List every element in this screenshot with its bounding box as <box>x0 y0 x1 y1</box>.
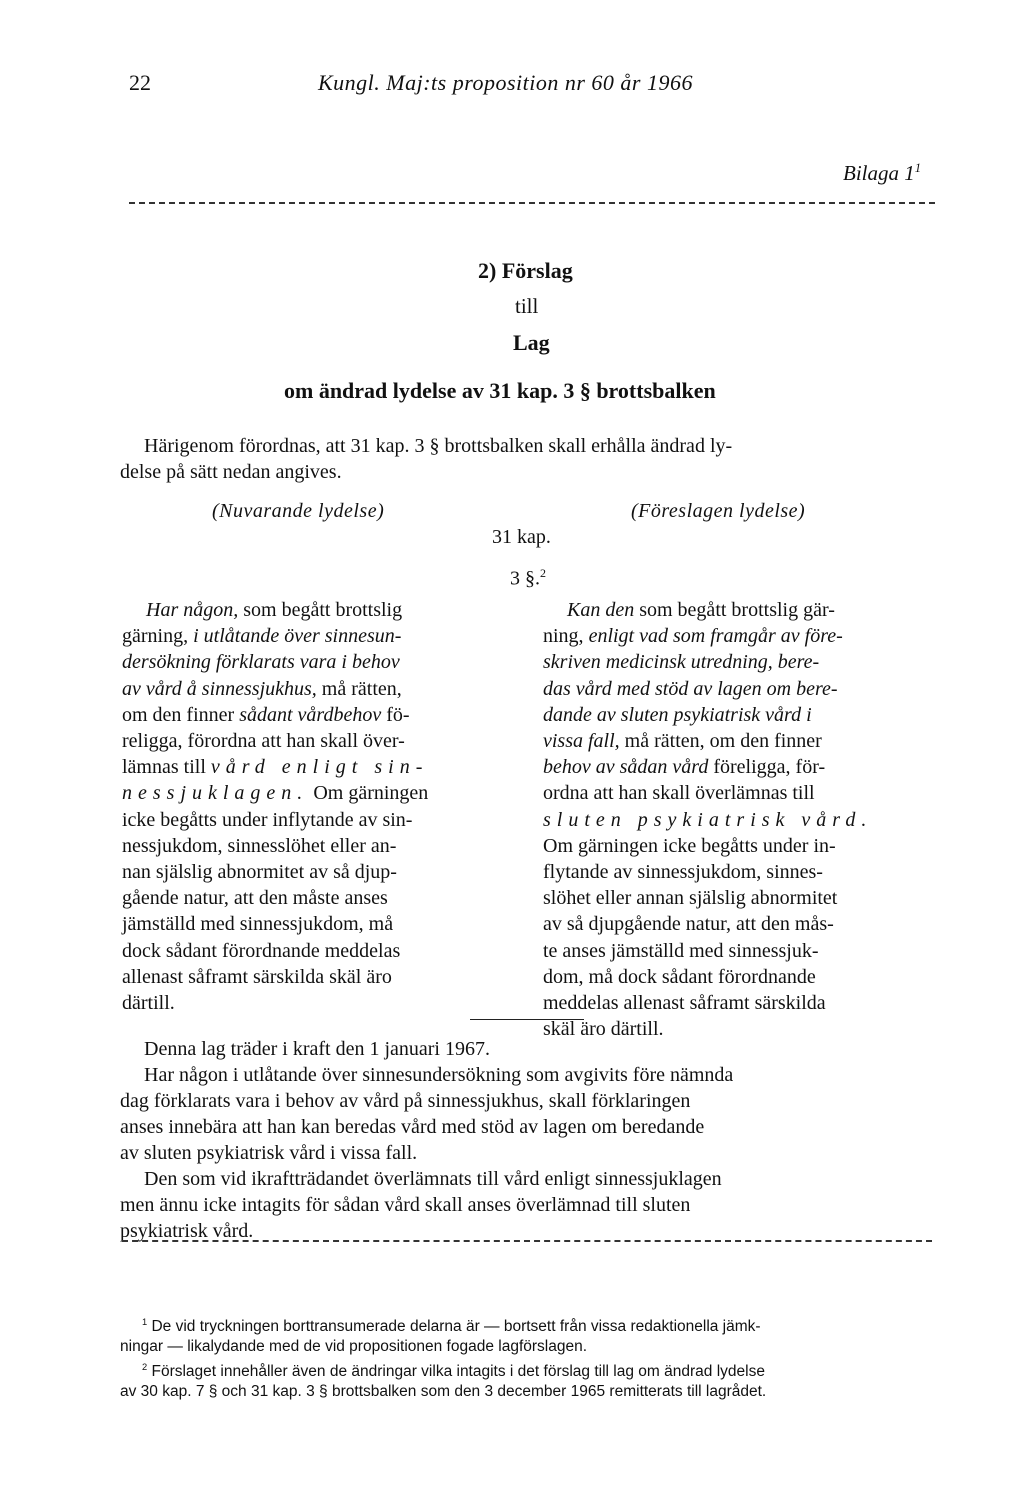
section-text: 3 §. <box>510 567 540 590</box>
right-line: behov av sådan vård föreligga, för- <box>543 756 826 779</box>
right-line: das vård med stöd av lagen om bere- <box>543 677 838 700</box>
footnote-dashed-rule <box>122 1240 932 1242</box>
right-line: av så djupgående natur, att den mås- <box>543 913 834 936</box>
footnote-2: $^2$ Förslaget innehåller även de ändringar vilka intagits i det förslag till lag om ändrad lydelse <box>142 1362 765 1381</box>
left-line: gående natur, att den måste anses <box>122 887 388 910</box>
page-number: 22 <box>129 70 151 95</box>
closing-line: av sluten psykiatrisk vård i vissa fall. <box>120 1142 418 1164</box>
left-line: allenast såframt särskilda skäl äro <box>122 965 392 988</box>
left-line: nessjukdom, sinnesslöhet eller an- <box>122 834 397 857</box>
left-line: nessjuklagen. Om gärningen <box>122 782 429 805</box>
right-line: skäl äro därtill. <box>543 1018 664 1041</box>
left-line: jämställd med sinnessjukdom, må <box>122 913 394 936</box>
right-line: Om gärningen icke begåtts under in- <box>543 834 836 857</box>
left-line: dock sådant förordnande meddelas <box>122 939 401 962</box>
closing-line: dag förklarats vara i behov av vård på sinnessjukhus, skall förklaringen <box>120 1090 691 1112</box>
left-line: religga, förordna att han skall över- <box>122 730 405 753</box>
right-line: ning, enligt vad som framgår av före- <box>543 625 843 648</box>
closing-line: Denna lag träder i kraft den 1 januari 1967. <box>144 1038 490 1060</box>
left-line: Har någon, som begått brottslig <box>146 599 403 621</box>
left-line: om den finner sådant vårdbehov fö- <box>122 703 410 726</box>
right-line: slöhet eller annan själslig abnormitet <box>543 887 838 910</box>
right-line: dande av sluten psykiatrisk vård i <box>543 703 812 726</box>
closing-line: men ännu icke intagits för sådan vård skall anses överlämnad till sluten <box>120 1194 691 1216</box>
intro-paragraph <box>120 433 940 485</box>
left-line: icke begåtts under inflytande av sin- <box>122 808 413 831</box>
intro-line: delse på sätt nedan angives. <box>120 461 342 483</box>
appendix-footnote-mark: 1 <box>914 161 922 175</box>
closing-line: Den som vid ikraftträdandet överlämnats till vård enligt sinnessjuklagen <box>144 1168 722 1190</box>
left-line: nan själslig abnormitet av så djup- <box>122 861 397 884</box>
closing-line: Har någon i utlåtande över sinnesundersökning som avgivits före nämnda <box>144 1064 734 1086</box>
current-wording-column <box>122 597 518 1016</box>
intro-line: Härigenom förordnas, att 31 kap. 3 § brottsbalken skall erhålla ändrad ly- <box>144 435 733 457</box>
transitional-provisions <box>120 1036 940 1244</box>
right-line: Kan den som begått brottslig gär- <box>567 599 835 621</box>
right-column-title: (Föreslagen lydelse) <box>631 500 806 522</box>
appendix-text: Bilaga 1 <box>843 161 915 185</box>
section-divider <box>470 1019 584 1020</box>
appendix-label <box>843 161 921 186</box>
left-line: dersökning förklarats vara i behov <box>122 651 400 674</box>
right-line: skriven medicinsk utredning, bere- <box>543 651 820 674</box>
chapter-label: 31 kap. <box>492 526 551 548</box>
right-line: te anses jämställd med sinnessjuk- <box>543 939 819 962</box>
footnote-1-mark: 1 <box>142 1317 148 1327</box>
left-line: lämnas till vård enligt sin- <box>122 756 429 779</box>
footnote-2-cont: av 30 kap. 7 § och 31 kap. 3 § brottsbalken som den 3 december 1965 remitterats till lagrådet. <box>120 1383 767 1401</box>
right-line: dom, må dock sådant förordnande <box>543 965 816 988</box>
footnote-2-mark: 2 <box>142 1362 148 1373</box>
left-column-title: (Nuvarande lydelse) <box>212 500 385 522</box>
footnotes <box>120 1312 940 1402</box>
footnote-1: $^1$ De vid tryckningen borttransumerade delarna är — bortsett från vissa redaktionella jämk- <box>142 1317 761 1336</box>
left-line: därtill. <box>122 992 175 1015</box>
closing-line: psykiatrisk vård. <box>120 1220 254 1242</box>
right-line: vissa fall, må rätten, om den finner <box>543 730 822 753</box>
right-line: meddelas allenast såframt särskilda <box>543 992 826 1015</box>
closing-line: anses innebära att han kan beredas vård med stöd av lagen om beredande <box>120 1116 705 1138</box>
right-line: sluten psykiatrisk vård. <box>543 808 873 831</box>
left-line: av vård å sinnessjukhus, må rätten, <box>122 677 402 700</box>
heading-subject: om ändrad lydelse av 31 kap. 3 § brottsbalken <box>284 378 716 403</box>
section-label <box>510 566 546 591</box>
section-footnote-mark: 2 <box>540 566 546 580</box>
running-title: Kungl. Maj:ts proposition nr 60 år 1966 <box>318 70 693 95</box>
footnote-1-cont: ningar — likalydande med de vid propositionen fogade lagförslagen. <box>120 1338 588 1356</box>
heading-lag: Lag <box>513 330 550 355</box>
left-line: gärning, i utlåtande över sinnesun- <box>122 625 402 648</box>
right-line: flytande av sinnessjukdom, sinnes- <box>543 861 823 884</box>
proposed-wording-column <box>543 597 939 1042</box>
right-line: ordna att han skall överlämnas till <box>543 782 815 805</box>
heading-till: till <box>515 294 539 318</box>
heading-proposal: 2) Förslag <box>478 258 573 283</box>
header-dashed-rule <box>129 202 935 204</box>
